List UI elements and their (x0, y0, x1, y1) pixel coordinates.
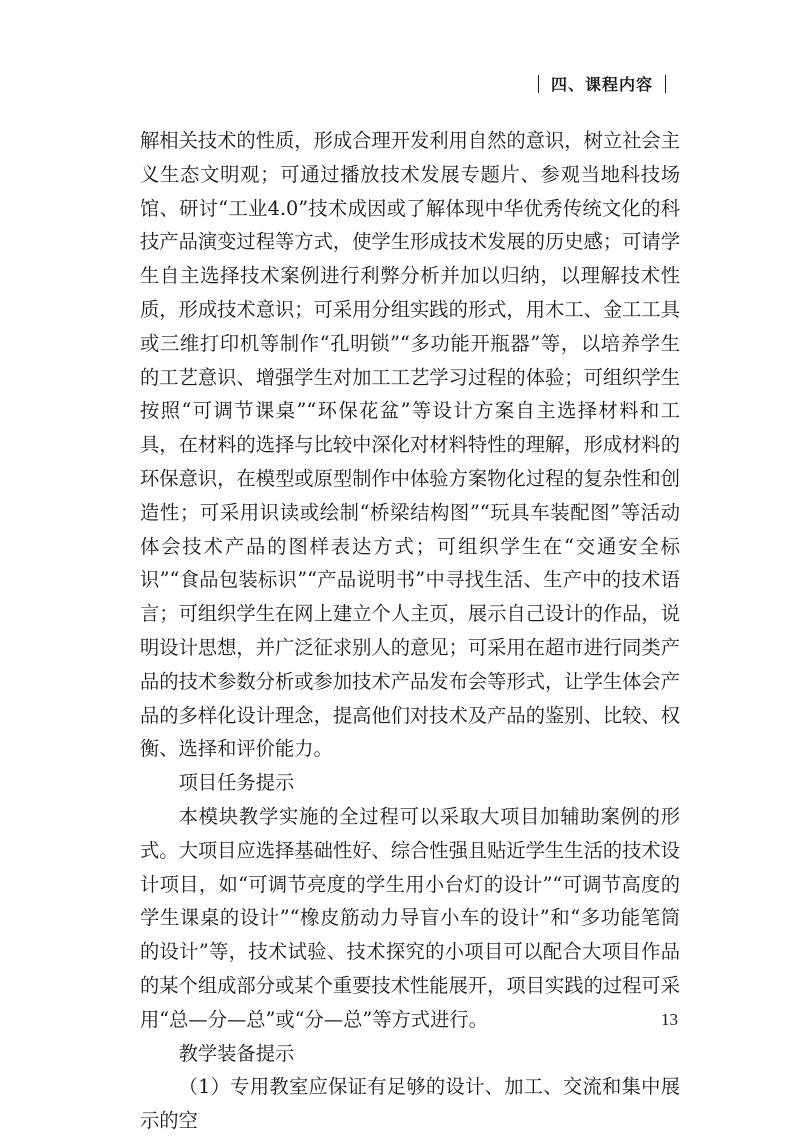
running-header (526, 72, 678, 95)
header-divider-left (538, 75, 539, 93)
body-text (140, 124, 680, 1138)
paragraph-project-tasks: 本模块教学实施的全过程可以采取大项目加辅助案例的形式。大项目应选择基础性好、综合性强且贴近学生生活的技术设计项目，如“可调节亮度的学生用小台灯的设计”“可调节高度的学生课桌的设计”“橡皮筋动力导盲小车的设计”和“多功能笔筒的设计”等，技术试验、技术探究的小项目可以配合大项目作品的某个组成部分或某个重要技术性能展开，项目实践的过程可采用“总—分—总”或“分—总”等方式进行。 (140, 804, 680, 1031)
header-divider-right (665, 75, 666, 93)
paragraph-equipment-item-1: （1）专用教室应保证有足够的设计、加工、交流和集中展示的空 (140, 1075, 680, 1133)
heading-project-tasks: 项目任务提示 (178, 771, 295, 795)
heading-teaching-equipment: 教学装备提示 (178, 1041, 295, 1065)
page-number: 13 (661, 1010, 678, 1029)
section-title: 四、课程内容 (550, 75, 653, 94)
paragraph-continuation: 解相关技术的性质，形成合理开发利用自然的意识，树立社会主义生态文明观；可通过播放技术发展专题片、参观当地科技场馆、研讨“工业4.0”技术成因或了解体现中华优秀传统文化的科技产品演变过程等方式，使学生形成技术发展的历史感；可请学生自主选择技术案例进行利弊分析并加以归纳，以理解技术性质，形成技术意识；可采用分组实践的形式，用木工、金工工具或三维打印机等制作“孔明锁”“多功能开瓶器”等，以培养学生的工艺意识、增强学生对加工工艺学习过程的体验；可组织学生按照“可调节课桌”“环保花盆”等设计方案自主选择材料和工具，在材料的选择与比较中深化对材料特性的理解，形成材料的环保意识，在模型或原型制作中体验方案物化过程的复杂性和创造性；可采用识读或绘制“桥梁结构图”“玩具车装配图”等活动体会技术产品的图样表达方式；可组织学生在“交通安全标识”“食品包装标识”“产品说明书”中寻找生活、生产中的技术语言；可组织学生在网上建立个人主页，展示自己设计的作品，说明设计思想，并广泛征求别人的意见；可采用在超市进行同类产品的技术参数分析或参加技术产品发布会等形式，让学生体会产品的多样化设计理念，提高他们对技术及产品的鉴别、比较、权衡、选择和评价能力。 (140, 129, 680, 761)
